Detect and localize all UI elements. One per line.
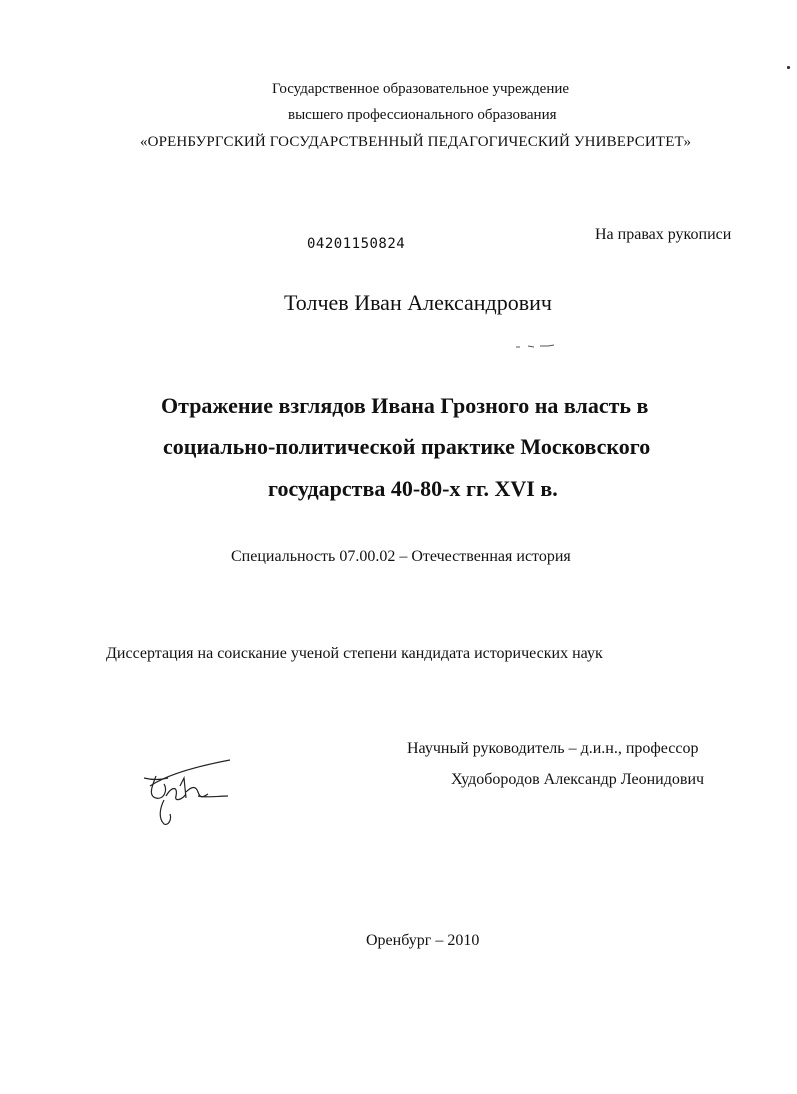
place-and-year: Оренбург – 2010 [366,932,480,949]
institution-line-2: высшего профессионального образования [288,107,557,123]
signature [138,756,233,826]
dissertation-title-line-2: социально-политической практике Московского [163,434,651,459]
dissertation-title-line-1: Отражение взглядов Ивана Грозного на власть в [161,393,649,418]
institution-line-3: «ОРЕНБУРГСКИЙ ГОСУДАРСТВЕННЫЙ ПЕДАГОГИЧЕСКИЙ УНИВЕРСИТЕТ» [140,134,692,150]
institution-line-1: Государственное образовательное учреждение [272,81,570,97]
scan-speck [514,342,556,350]
author-name: Толчев Иван Александрович [284,290,552,315]
specialty: Специальность 07.00.02 – Отечественная история [231,548,571,565]
scan-dot [787,66,790,69]
rights-notice: На правах рукописи [595,226,732,243]
dissertation-title-line-3: государства 40-80-х гг. XVI в. [268,476,558,501]
supervisor-role: Научный руководитель – д.и.н., профессор [407,740,699,757]
document-number: 04201150824 [307,236,406,252]
dissertation-note: Диссертация на соискание ученой степени кандидата исторических наук [106,645,603,662]
supervisor-name: Худобородов Александр Леонидович [451,771,705,788]
